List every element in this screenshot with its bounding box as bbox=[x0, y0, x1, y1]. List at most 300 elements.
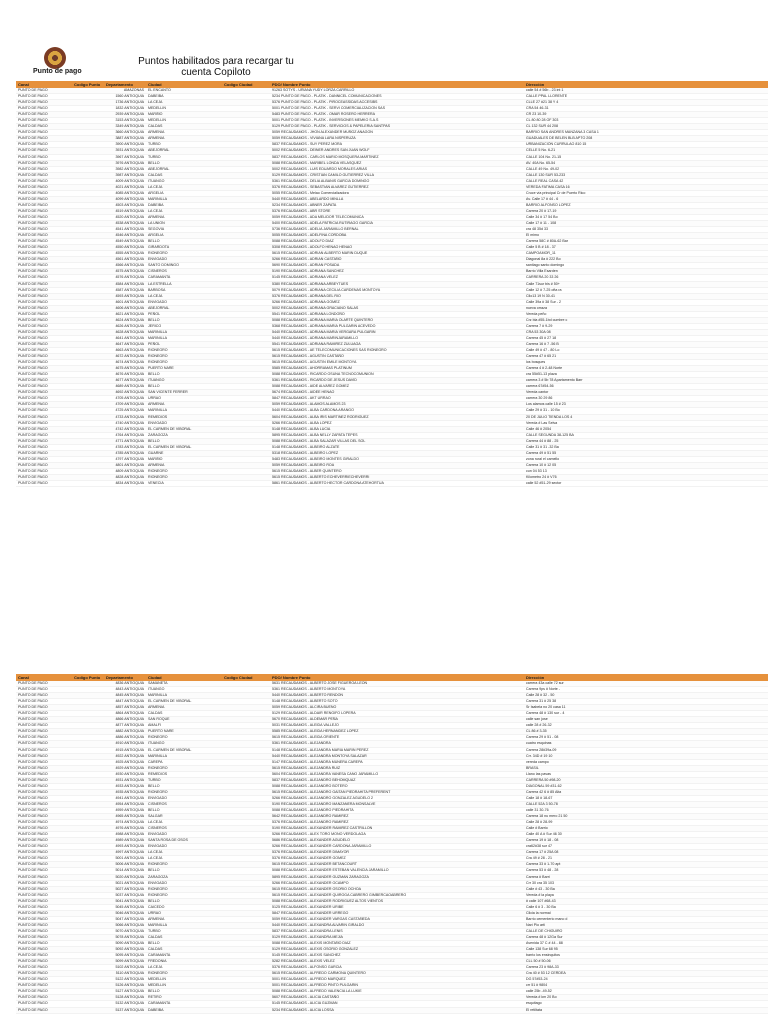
table-cell: SANTO DOMINGO bbox=[146, 263, 222, 269]
table-cell: 5895 RECAUDAMOS - ALEXANDER GUZMAN ZARAGOZA bbox=[270, 874, 524, 880]
table-cell: 5837 RECAUDAMOS - SUY PEREZ MORA bbox=[270, 142, 524, 148]
table-cell: 3976 ANTIOQUIA bbox=[104, 160, 146, 166]
table-cell: Carrera # Barri bbox=[524, 874, 768, 880]
table-cell: 4877 ANTIOQUIA bbox=[104, 723, 146, 729]
table-cell: TURBO bbox=[146, 777, 222, 783]
table-cell: BELLO bbox=[146, 898, 222, 904]
table-cell: BELLO bbox=[146, 438, 222, 444]
table-cell: PUNTO DE PAGO bbox=[16, 184, 72, 190]
table-cell: PUNTO DE PAGO bbox=[16, 372, 72, 378]
table-cell: 5055 RECAUDAMOS - ADELFINA CORDOBA bbox=[270, 233, 524, 239]
table-cell: 5376 RECAUDAMOS - ALFONSO GARCIA bbox=[270, 965, 524, 971]
table-cell: LA ESTRELLA bbox=[146, 281, 222, 287]
table-cell: 4915 ANTIOQUIA bbox=[104, 747, 146, 753]
table-cell: 5059 RECAUDAMOS - ALBEIRO ROA bbox=[270, 462, 524, 468]
table-cell: PEÑOL bbox=[146, 311, 222, 317]
table-cell: PUNTO DE PAGO bbox=[16, 807, 72, 813]
table-cell: 2939 ANTIOQUIA bbox=[104, 112, 146, 118]
table-cell: 4843 ANTIOQUIA bbox=[104, 687, 146, 693]
table-cell: Calle 49 # 47 - 80 Lo bbox=[524, 348, 768, 354]
page-one bbox=[0, 0, 768, 486]
table-cell: 4561 ANTIOQUIA bbox=[104, 257, 146, 263]
table-cell: 4503 ANTIOQUIA bbox=[104, 202, 146, 208]
table-cell: 5615 RECAUDAMOS - ALEXANDER QUIROGA CABRERO GIMBERCAOABRERO bbox=[270, 892, 524, 898]
table-cell: PUNTO DE PAGO bbox=[16, 311, 72, 317]
table-cell: 4621 ANTIOQUIA bbox=[104, 311, 146, 317]
table-cell: 4933 ANTIOQUIA bbox=[104, 783, 146, 789]
table-cell: PUNTO DE PAGO bbox=[16, 450, 72, 456]
table-cell: CAICEDO bbox=[146, 904, 222, 910]
col-header-direccion: Dirección bbox=[524, 81, 768, 88]
table-cell bbox=[222, 1007, 270, 1013]
table-cell: calle 31 30-76 bbox=[524, 807, 768, 813]
table-cell: vereda campo bbox=[524, 759, 768, 765]
table-cell: Carrera 7 # 9-29 bbox=[524, 323, 768, 329]
table-cell: PUNTO DE PAGO bbox=[16, 747, 72, 753]
table-cell bbox=[72, 1007, 104, 1013]
table-cell: 5088 RECAUDAMOS - ADRIANA MARIA OLARTE QUINTERO bbox=[270, 317, 524, 323]
table-cell: PUNTO DE PAGO bbox=[16, 741, 72, 747]
table-cell: PUNTO DE PAGO bbox=[16, 444, 72, 450]
table-cell: Calle 34 # 17 54 Bo bbox=[524, 214, 768, 220]
table-cell: 5021 ANTIOQUIA bbox=[104, 880, 146, 886]
table-cell: los bosques bbox=[524, 360, 768, 366]
table-cell: 4576 ANTIOQUIA bbox=[104, 275, 146, 281]
table-cell: AMALFI bbox=[146, 723, 222, 729]
table-cell: cra 48 35d 33 bbox=[524, 227, 768, 233]
table-cell: ITUANGO bbox=[146, 687, 222, 693]
table-cell: PUNTO DE PAGO bbox=[16, 136, 72, 142]
table-cell: MARINILLA bbox=[146, 922, 222, 928]
table-cell: PUNTO DE PAGO bbox=[16, 402, 72, 408]
table-cell: PUNTO DE PAGO bbox=[16, 711, 72, 717]
table-cell: 5483 PUNTO DE PAGO - PLATIK - OMAR ROSERO HERRERA bbox=[270, 112, 524, 118]
table-cell: PUNTO DE PAGO bbox=[16, 765, 72, 771]
table-cell: 5847 RECAUDAMOS - AKT URRAO bbox=[270, 396, 524, 402]
col-header-codigo-punto: Codigo Punto bbox=[72, 81, 104, 88]
table-cell: 4677 ANTIOQUIA bbox=[104, 378, 146, 384]
table-cell: PUNTO DE PAGO bbox=[16, 142, 72, 148]
table-cell: PUNTO DE PAGO bbox=[16, 360, 72, 366]
table-cell: 5088 RECAUDAMOS - ALFREDO VALENCIA LA LUKIE bbox=[270, 989, 524, 995]
table-cell: Carrera 53 # 48 - 28 bbox=[524, 868, 768, 874]
table-cell: ITUANGO bbox=[146, 741, 222, 747]
table-cell: PUNTO DE PAGO bbox=[16, 928, 72, 934]
table-cell: RIONEGRO bbox=[146, 468, 222, 474]
table-cell: 5266 RECAUDAMOS - ALEXANDER CARDONA JARAMILLO bbox=[270, 844, 524, 850]
table-cell: SAN VICENTE FERRER bbox=[146, 390, 222, 396]
table-cell: 5361 RECAUDAMOS - ALEJANDRA bbox=[270, 741, 524, 747]
table-cell: cra 55#51-13 plaza bbox=[524, 372, 768, 378]
table-cell: PUNTO DE PAGO bbox=[16, 971, 72, 977]
logo-label: Punto de pago bbox=[33, 68, 82, 75]
table-cell: DABEIBA bbox=[146, 202, 222, 208]
table-cell: 4709 ANTIOQUIA bbox=[104, 402, 146, 408]
table-cell: BELLO bbox=[146, 239, 222, 245]
table-cell: Vereda # la playa bbox=[524, 892, 768, 898]
table-cell: RIONEGRO bbox=[146, 354, 222, 360]
table-cell: 4099 ANTIOQUIA bbox=[104, 196, 146, 202]
table-cell: Carrera 45 # 27 18 bbox=[524, 335, 768, 341]
table-cell: 5001 PUNTO DE PAGO - PLATIK - INVERSIONES MEMKO S.A.S bbox=[270, 118, 524, 124]
table-cell: Calle 28 # 32 - 50 bbox=[524, 693, 768, 699]
table-cell: SEGOVIA bbox=[146, 227, 222, 233]
table-cell: 4085 ANTIOQUIA bbox=[104, 190, 146, 196]
table-cell: PUNTO DE PAGO bbox=[16, 263, 72, 269]
table-cell: BARRIO SAN ANDRES MANZANA 3 CASA 1 bbox=[524, 130, 768, 136]
table-cell: PUNTO DE PAGO bbox=[16, 160, 72, 166]
table-cell: CALLE SEGUNDA 38-125 BA bbox=[524, 432, 768, 438]
table-cell: PUNTO DE PAGO bbox=[16, 989, 72, 995]
table-cell: PUNTO DE PAGO bbox=[16, 130, 72, 136]
table-cell: 4733 ANTIOQUIA bbox=[104, 414, 146, 420]
table-cell: 5380 RECAUDAMOS - ADRIANA ARBEYTUES bbox=[270, 281, 524, 287]
table-cell: calle 52 #51-29 sector bbox=[524, 481, 768, 487]
table-cell: 4866 ANTIOQUIA bbox=[104, 717, 146, 723]
table-cell: PUNTO DE PAGO bbox=[16, 468, 72, 474]
table-cell: 4626 ANTIOQUIA bbox=[104, 323, 146, 329]
table-cell: MARINILLA bbox=[146, 408, 222, 414]
table-cell: 5059 RECAUDAMOS - ALEXANDER VARGAS CASTAÑEDA bbox=[270, 916, 524, 922]
table-cell: PUNTO DE PAGO bbox=[16, 396, 72, 402]
table-cell: 4997 ANTIOQUIA bbox=[104, 850, 146, 856]
table-cell: Calle 17 # 11 - 108 bbox=[524, 221, 768, 227]
table-cell: Calle 12 # 7-25 ofta ra bbox=[524, 287, 768, 293]
table-cell: Av. Calle 17 # 44 - 6 bbox=[524, 196, 768, 202]
table-cell: AMAZONAS bbox=[104, 88, 146, 94]
table-cell: 4922 ANTIOQUIA bbox=[104, 753, 146, 759]
table-cell: Carrera 10 # 12 05 bbox=[524, 462, 768, 468]
table-cell: PUNTO DE PAGO bbox=[16, 959, 72, 965]
table-cell: MARINILLA bbox=[146, 329, 222, 335]
table-cell: CALDAS bbox=[146, 711, 222, 717]
table-cell: 4941 ANTIOQUIA bbox=[104, 795, 146, 801]
table-cell: CL 80 80 28 OF 303 bbox=[524, 118, 768, 124]
table-cell: PUNTO DE PAGO bbox=[16, 795, 72, 801]
table-cell: 5361 RECAUDAMOS - DELIA ALBANIS GARCIA DOMINGO bbox=[270, 178, 524, 184]
table-cell: PUNTO DE PAGO bbox=[16, 771, 72, 777]
table-cell: Los alamos calle 15 # 23 bbox=[524, 402, 768, 408]
table-cell: 5088 RECAUDAMOS - ALEXANDER ESTEBAN VALENCIA JARAMILLO bbox=[270, 868, 524, 874]
table-cell: ITUANGO bbox=[146, 378, 222, 384]
table-cell: GUARNE bbox=[146, 450, 222, 456]
col-header-nombre-punto: PDO/ Nombre Punto bbox=[270, 674, 524, 681]
col-header-codigo-punto: Codigo Punto bbox=[72, 674, 104, 681]
table-cell: PUNTO DE PAGO bbox=[16, 299, 72, 305]
table-cell: 5027 ANTIOQUIA bbox=[104, 886, 146, 892]
table-cell: Carrera 16 # 7 -56 B bbox=[524, 341, 768, 347]
table-cell: 5046 ANTIOQUIA bbox=[104, 910, 146, 916]
table-body-page-1 bbox=[16, 88, 768, 487]
table-cell: DIAGONAL 59 #31-62 bbox=[524, 783, 768, 789]
table-cell: 5376 RECAUDAMOS - ADRIANA DEL RIO bbox=[270, 293, 524, 299]
table-cell: 4785 ANTIOQUIA bbox=[104, 450, 146, 456]
col-header-ciudad: Ciudad bbox=[146, 674, 222, 681]
table-cell: 5615 RECAUDAMOS - AGUSTIN EMILE MONTOYA bbox=[270, 360, 524, 366]
table-cell: 5642 RECAUDAMOS - ALEJANDRO RAMIREZ bbox=[270, 814, 524, 820]
table-cell: CALDAS bbox=[146, 172, 222, 178]
table-cell: BARRIO ALFONSO LOPEZ bbox=[524, 202, 768, 208]
table-cell: 3967 ANTIOQUIA bbox=[104, 154, 146, 160]
table-cell: 5361 RECAUDAMOS - ALBERTO MONTOYA bbox=[270, 687, 524, 693]
table-cell: ENVIGADO bbox=[146, 795, 222, 801]
table-cell: crr 51 # 9804 bbox=[524, 983, 768, 989]
col-header-direccion: Dirección bbox=[524, 674, 768, 681]
table-cell: ARMENIA bbox=[146, 916, 222, 922]
table-cell: CISNEROS bbox=[146, 269, 222, 275]
table-cell: 4674 ANTIOQUIA bbox=[104, 360, 146, 366]
table-cell: 5088 RECAUDAMOS - MARIBEL LONDA VELASQUEZ bbox=[270, 160, 524, 166]
table-cell: RIONEGRO bbox=[146, 892, 222, 898]
table-cell: 20 DE JULIO TIENDA LOS 4 bbox=[524, 414, 768, 420]
table-cell: PUNTO DE PAGO bbox=[16, 886, 72, 892]
table-cell: 4935 ANTIOQUIA bbox=[104, 789, 146, 795]
table-cell: CRA 53 30A 08 bbox=[524, 329, 768, 335]
table-cell: 5440 RECAUDAMOS - ADRIANA MARIA VERGARA PULGARIN bbox=[270, 329, 524, 335]
table-cell: PUNTO DE PAGO bbox=[16, 239, 72, 245]
table-cell: EL CARMEN DE VIBORAL bbox=[146, 426, 222, 432]
table-cell: MARIÑO bbox=[146, 112, 222, 118]
table-cell: Kilometro 24 # V76 bbox=[524, 475, 768, 481]
table-cell: PUNTO DE PAGO bbox=[16, 880, 72, 886]
table-cell: 5001 PUNTO DE PAGO - PLATIK - SERVI COMERCIALIZACION SAS bbox=[270, 106, 524, 112]
table-cell: Calle 71sur bis # 50+ bbox=[524, 281, 768, 287]
table-cell: PUNTO DE PAGO bbox=[16, 481, 72, 487]
table-cell: 5615 RECAUDAMOS - ALEXANDER BETANCOURT bbox=[270, 862, 524, 868]
table-cell: 5376 RECAUDAMOS - SEBASTIAN ALVAREZ GUTIERREZ bbox=[270, 184, 524, 190]
table-cell: ARMENIA bbox=[146, 130, 222, 136]
table-cell: EL CARMEN DE VIBORAL bbox=[146, 699, 222, 705]
table-cell: 4834 ANTIOQUIA bbox=[104, 481, 146, 487]
table-cell: 5129 RECAUDAMOS - ALDAIR RENGIFO LOPERA bbox=[270, 711, 524, 717]
table-cell: Avenida 37 C # 44 - 88 bbox=[524, 941, 768, 947]
table-cell: 4009 ANTIOQUIA bbox=[104, 178, 146, 184]
table-cell: Calle 6 # 3 - 30 Ba bbox=[524, 904, 768, 910]
table-cell: PUNTO DE PAGO bbox=[16, 227, 72, 233]
table-cell: 5129 RECAUDAMOS - ALEXANDRA MEJIA bbox=[270, 934, 524, 940]
table-cell: 4959 ANTIOQUIA bbox=[104, 807, 146, 813]
table-cell bbox=[72, 481, 104, 487]
table-cell: 4771 ANTIOQUIA bbox=[104, 438, 146, 444]
table-row bbox=[16, 481, 768, 487]
table-cell: PUNTO DE PAGO bbox=[16, 874, 72, 880]
table-cell: ARMENIA bbox=[146, 136, 222, 142]
table-cell: RETIRO bbox=[146, 995, 222, 1001]
table-cell: El retiltata bbox=[524, 1007, 768, 1013]
table-cell: Calle 39a # 38 Sur - 2 bbox=[524, 299, 768, 305]
table-cell: PUNTO DE PAGO bbox=[16, 947, 72, 953]
table-cell: PUNTO DE PAGO bbox=[16, 826, 72, 832]
table-cell: 5361 RECAUDAMOS - RICARDO DE JESUS DAVID bbox=[270, 378, 524, 384]
table-cell: CALLE 49 No. 49-02 bbox=[524, 166, 768, 172]
table-cell: RIONEGRO bbox=[146, 789, 222, 795]
table-cell: Carrera 49 # 51 55 bbox=[524, 450, 768, 456]
table-cell: CLLE 27 #21 38 Y 4 bbox=[524, 100, 768, 106]
table-cell: 5031 RECAUDAMOS - ALEIDA VALLEJO bbox=[270, 723, 524, 729]
table-header-row bbox=[16, 81, 768, 88]
table-cell: 4549 ANTIOQUIA bbox=[104, 239, 146, 245]
table-cell: 5059 RECAUDAMOS - ADA MELIDOR TELECOMUNICA bbox=[270, 214, 524, 220]
table-cell: RIONEGRO bbox=[146, 765, 222, 771]
table-cell: PUNTO DE PAGO bbox=[16, 777, 72, 783]
table-cell: 5002 RECAUDAMOS - LUIS EDUARDO MORALES ARIAS bbox=[270, 166, 524, 172]
table-cell: PUNTO DE PAGO bbox=[16, 233, 72, 239]
table-cell bbox=[222, 481, 270, 487]
col-header-codigo-ciudad: Codigo Ciudad bbox=[222, 81, 270, 88]
table-cell: PUNTO DE PAGO bbox=[16, 106, 72, 112]
table-cell: PUNTO DE PAGO bbox=[16, 995, 72, 1001]
table-cell: PUNTO DE PAGO bbox=[16, 214, 72, 220]
table-cell: Calle 29 # 31 - 10 Bo bbox=[524, 408, 768, 414]
table-cell: 5088 RECAUDAMOS - RICARDO OSUNA TECNOCOMUNION bbox=[270, 372, 524, 378]
table-cell: 5147 RECAUDAMOS - ALEJANDRA MUNERA CAREPA bbox=[270, 759, 524, 765]
table-cell: 5686 RECAUDAMOS - ALEXANDER AGUDELO bbox=[270, 838, 524, 844]
col-header-nombre-punto: PDO/ Nombre Punto bbox=[270, 81, 524, 88]
table-cell: Carrera 58C # 80A-62 Bar bbox=[524, 239, 768, 245]
table-cell: MEDELLIN bbox=[146, 983, 222, 989]
table-cell: PUNTO DE PAGO bbox=[16, 717, 72, 723]
table-cell: ENVIGADO bbox=[146, 420, 222, 426]
table-cell: PUNTO DE PAGO bbox=[16, 801, 72, 807]
table-cell: 5137 ANTIOQUIA bbox=[104, 1007, 146, 1013]
table-cell: 4742 ANTIOQUIA bbox=[104, 426, 146, 432]
table-cell: barrio los ensinquitos bbox=[524, 953, 768, 959]
table-cell: 5088 RECAUDAMOS - ALEXIS MONTAÑO DIAZ bbox=[270, 941, 524, 947]
table-cell: 5674 RECAUDAMOS - AIDEE HENAO bbox=[270, 390, 524, 396]
table-cell: PUNTO DE PAGO bbox=[16, 281, 72, 287]
table-cell: 4555 ANTIOQUIA bbox=[104, 251, 146, 257]
table-cell: 4692 ANTIOQUIA bbox=[104, 390, 146, 396]
table-cell: 5736 RECAUDAMOS - ADELIA JARAMILLO BERNAL bbox=[270, 227, 524, 233]
table-cell: PUNTO DE PAGO bbox=[16, 348, 72, 354]
table-cell: PUNTO DE PAGO bbox=[16, 384, 72, 390]
table-cell: # calle 107 #68-43 bbox=[524, 898, 768, 904]
col-header-ciudad: Ciudad bbox=[146, 81, 222, 88]
table-cell: RIONEGRO bbox=[146, 360, 222, 366]
table-cell: Carrera 18 nu mero 21 50 bbox=[524, 814, 768, 820]
table-cell: 5266 RECAUDAMOS - ADRIANA GOMEZ bbox=[270, 299, 524, 305]
table-cell: 4910 ANTIOQUIA bbox=[104, 741, 146, 747]
table-cell: PUNTO DE PAGO bbox=[16, 432, 72, 438]
table-cell: PUNTO DE PAGO bbox=[16, 687, 72, 693]
table-cell: CR 23 10-39 bbox=[524, 112, 768, 118]
table-cell: LA CEJA bbox=[146, 208, 222, 214]
table-cell: CAMPOAMOR_11 bbox=[524, 251, 768, 257]
table-cell: 5090 ANTIOQUIA bbox=[104, 941, 146, 947]
table-cell: LA CEJA bbox=[146, 850, 222, 856]
table-cell: 5234 RECAUDAMOS - ABNER ZAPATA bbox=[270, 202, 524, 208]
table-cell: PUNTO DE PAGO bbox=[16, 178, 72, 184]
table-cell: 5127 ANTIOQUIA bbox=[104, 989, 146, 995]
table-cell: 5483 RECAUDAMOS - ALBEIRO MONTES GIRALDO bbox=[270, 456, 524, 462]
table-cell: 4864 ANTIOQUIA bbox=[104, 711, 146, 717]
table-cell: 5282 RECAUDAMOS - ALEXIS VELEZ bbox=[270, 959, 524, 965]
table-cell: PUNTO DE PAGO bbox=[16, 196, 72, 202]
table-cell: 5148 RECAUDAMOS - ALEJANDRA MARIA MARIN PEREZ bbox=[270, 747, 524, 753]
table-cell: RIONEGRO bbox=[146, 251, 222, 257]
table-cell: 3987 ANTIOQUIA bbox=[104, 172, 146, 178]
table-cell: PEÑOL bbox=[146, 341, 222, 347]
table-cell: PUNTO DE PAGO bbox=[16, 475, 72, 481]
table-cell: 5095 ANTIOQUIA bbox=[104, 953, 146, 959]
table-cell: 5895 RECAUDAMOS - ALBA NELLY ZAPATA TEPES bbox=[270, 432, 524, 438]
table-cell: ABEJORRAL bbox=[146, 166, 222, 172]
table-cell: 5045 ANTIOQUIA bbox=[104, 904, 146, 910]
table-cell: 5129 RECAUDAMOS - ALEXIS OSORIO GONZALEZ bbox=[270, 947, 524, 953]
table-cell: TURBO bbox=[146, 142, 222, 148]
table-cell: URRAO bbox=[146, 910, 222, 916]
table-cell: PUNTO DE PAGO bbox=[16, 844, 72, 850]
table-cell: esquitago bbox=[524, 1001, 768, 1007]
table-cell: PUNTO DE PAGO bbox=[16, 257, 72, 263]
table-cell: AV. 40A No. 65-54 bbox=[524, 160, 768, 166]
title-line-2: cuenta Copiloto bbox=[181, 67, 251, 78]
table-cell: PUNTO DE PAGO bbox=[16, 1007, 72, 1013]
table-cell: Calle 18 # 18-67 bbox=[524, 795, 768, 801]
table-cell: 5129 PUNTO DE PAGO - PLATIK - SERVICIOS & PAPELERIA SANTPAS bbox=[270, 124, 524, 130]
table-cell: ARMENIA bbox=[146, 705, 222, 711]
table-cell: 4593 ANTIOQUIA bbox=[104, 293, 146, 299]
table-cell: 4931 ANTIOQUIA bbox=[104, 777, 146, 783]
table-cell: calle 54 # 56b - 23 int 1 bbox=[524, 88, 768, 94]
table-cell: 5088 RECAUDAMOS - ALBA SALAZAR VILLAS DEL SOL bbox=[270, 438, 524, 444]
table-cell: El mimo bbox=[524, 233, 768, 239]
table-cell: GIRARDOTA bbox=[146, 245, 222, 251]
table-cell: 5266 RECAUDAMOS - ALEX TORO MONO VERDOLAGA bbox=[270, 832, 524, 838]
table-cell: LA CEJA bbox=[146, 856, 222, 862]
table-cell: cra62#38 sur 47 bbox=[524, 844, 768, 850]
table-cell: PUNTO DE PAGO bbox=[16, 814, 72, 820]
table-cell: CL 86 # 3-35 bbox=[524, 729, 768, 735]
table-cell: 5615 RECAUDAMOS - AGUSTIN CASTAÑO bbox=[270, 354, 524, 360]
table-cell: PUNTO DE PAGO bbox=[16, 166, 72, 172]
punto-de-pago-logo-icon bbox=[44, 47, 66, 69]
table-cell: 4764 ANTIOQUIA bbox=[104, 432, 146, 438]
table-cell: GUADUALES DE BELEN BLB APTO 208 bbox=[524, 136, 768, 142]
table-cell: SAN ROQUE bbox=[146, 717, 222, 723]
table-cell: 5125 RECAUDAMOS - ALEXANDER URIBE bbox=[270, 904, 524, 910]
table-cell: BELLO bbox=[146, 317, 222, 323]
table-cell: Cra 49 # 28 - 21 bbox=[524, 856, 768, 862]
table-cell: Calle 46 # 2054 bbox=[524, 426, 768, 432]
table-cell: 4647 ANTIOQUIA bbox=[104, 341, 146, 347]
table-cell: CISNEROS bbox=[146, 826, 222, 832]
table-cell: 4628 ANTIOQUIA bbox=[104, 329, 146, 335]
table-cell: 3887 ANTIOQUIA bbox=[104, 136, 146, 142]
table-cell: 5001 ANTIOQUIA bbox=[104, 856, 146, 862]
table-cell: Barrio Villa Esarden bbox=[524, 269, 768, 275]
table-cell: Crz bla #55-1bd cumbre c bbox=[524, 317, 768, 323]
table-cell: 5837 RECAUDAMOS - ALEJANDRO BEHOMQUAZ bbox=[270, 777, 524, 783]
table-cell: santiago santo domingo bbox=[524, 263, 768, 269]
table-cell: Calle 31 # 31 -32 Ba bbox=[524, 444, 768, 450]
table-cell: 4705 ANTIOQUIA bbox=[104, 396, 146, 402]
table-cell: 5376 PUNTO DE PAGO - PLATIK - PIROCEASSIDAS ACCESIBS bbox=[270, 100, 524, 106]
col-header-departamento: Departamento bbox=[104, 674, 146, 681]
table-cell: PUNTO DE PAGO bbox=[16, 898, 72, 904]
table-cell: CARAMANTA bbox=[146, 953, 222, 959]
table-cell: Llano las pavas bbox=[524, 771, 768, 777]
table-cell: BELLO bbox=[146, 989, 222, 995]
table-cell: 5615 RECAUDAMOS - ALFREDO CARMONA QUINTERO bbox=[270, 971, 524, 977]
table-cell: 3900 ANTIOQUIA bbox=[104, 142, 146, 148]
table-cell: 4550 ANTIOQUIA bbox=[104, 245, 146, 251]
table-cell: LA CEJA bbox=[146, 184, 222, 190]
table-cell: PUNTO DE PAGO bbox=[16, 148, 72, 154]
table-cell: PUNTO DE PAGO bbox=[16, 154, 72, 160]
table-cell: 4601 ANTIOQUIA bbox=[104, 299, 146, 305]
table-cell: 4988 ANTIOQUIA bbox=[104, 832, 146, 838]
